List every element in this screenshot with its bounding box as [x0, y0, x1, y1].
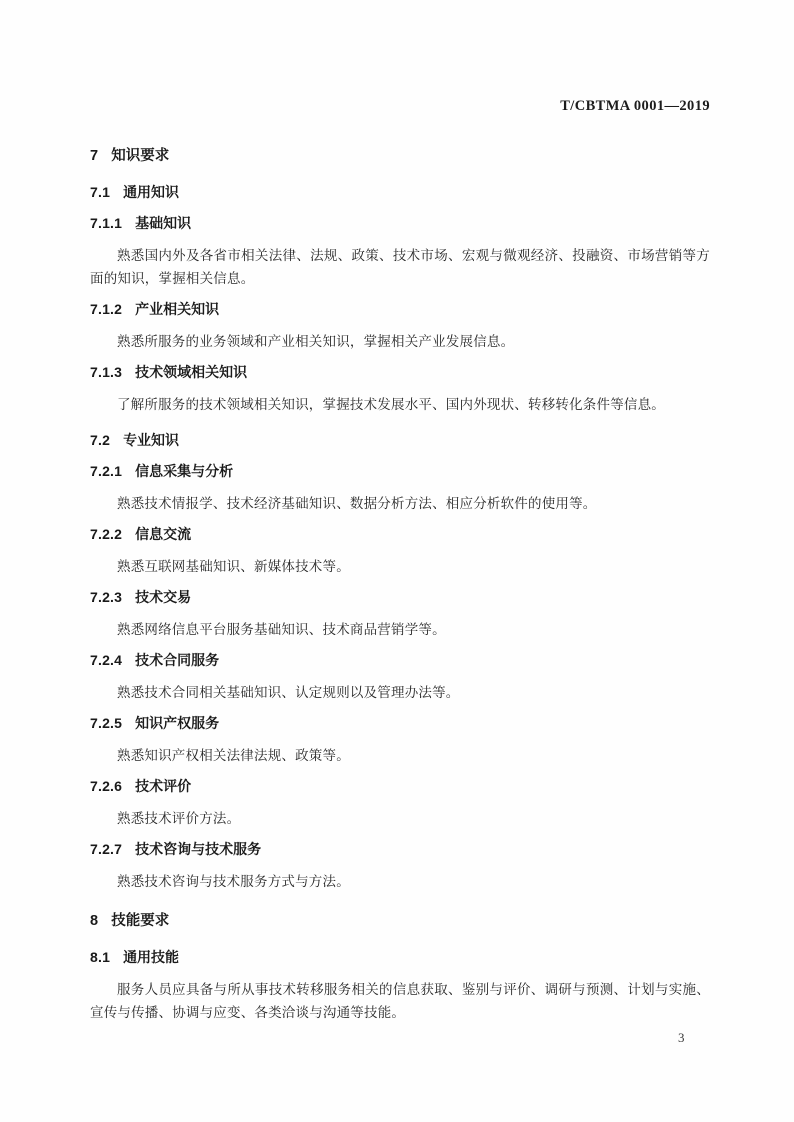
section-number: 7.2.4 — [90, 652, 123, 668]
section-heading-7-2-4 — [90, 649, 710, 672]
section-number: 7.2.7 — [90, 841, 123, 857]
section-title: 知识要求 — [111, 148, 170, 164]
section-title: 通用技能 — [123, 949, 180, 965]
section-title: 信息采集与分析 — [135, 463, 234, 479]
paragraph-7-2-3: 熟悉网络信息平台服务基础知识、技术商品营销学等。 — [117, 622, 446, 637]
section-number: 7.1.3 — [90, 364, 123, 380]
section-heading-7-1-1 — [90, 212, 710, 235]
section-number: 7.2.3 — [90, 589, 123, 605]
section-number: 7 — [90, 148, 99, 164]
paragraph-7-1-3: 了解所服务的技术领域相关知识，掌握技术发展水平、国内外现状、转移转化条件等信息。 — [117, 397, 665, 412]
section-number: 7.1.2 — [90, 301, 123, 317]
section-title: 通用知识 — [123, 184, 180, 200]
section-number: 7.2 — [90, 432, 111, 448]
section-heading-7-2-2 — [90, 523, 710, 546]
paragraph-7-2-6: 熟悉技术评价方法。 — [117, 811, 241, 826]
section-number: 7.1 — [90, 184, 111, 200]
section-number: 7.2.1 — [90, 463, 123, 479]
section-title: 技术合同服务 — [135, 652, 220, 668]
paragraph-7-1-2: 熟悉所服务的业务领域和产业相关知识，掌握相关产业发展信息。 — [117, 334, 515, 349]
section-heading-7-2 — [90, 429, 710, 452]
page-number: 3 — [678, 1030, 685, 1045]
section-number: 7.2.6 — [90, 778, 123, 794]
section-heading-8-1 — [90, 946, 710, 969]
section-heading-7-1-2 — [90, 298, 710, 321]
paragraph-7-1-1: 熟悉国内外及各省市相关法律、法规、政策、技术市场、宏观与微观经济、投融资、市场营销等方面的知识，掌握相关信息。 — [90, 248, 710, 286]
section-title: 技能要求 — [111, 913, 170, 929]
section-number: 8.1 — [90, 949, 111, 965]
paragraph-7-2-2: 熟悉互联网基础知识、新媒体技术等。 — [117, 559, 350, 574]
section-heading-7-2-1 — [90, 460, 710, 483]
section-heading-7-2-6 — [90, 775, 710, 798]
section-number: 8 — [90, 913, 99, 929]
section-title: 信息交流 — [135, 526, 192, 542]
paragraph-7-2-1: 熟悉技术情报学、技术经济基础知识、数据分析方法、相应分析软件的使用等。 — [117, 496, 597, 511]
section-title: 基础知识 — [135, 215, 192, 231]
section-title: 技术评价 — [135, 778, 192, 794]
section-title: 技术领域相关知识 — [135, 364, 248, 380]
paragraph-7-2-7: 熟悉技术咨询与技术服务方式与方法。 — [117, 874, 350, 889]
section-heading-7-2-3 — [90, 586, 710, 609]
section-title: 知识产权服务 — [135, 715, 220, 731]
paragraph-7-2-4: 熟悉技术合同相关基础知识、认定规则以及管理办法等。 — [117, 685, 460, 700]
standard-code-header: T/CBTMA 0001—2019 — [560, 98, 710, 114]
section-heading-7 — [90, 145, 710, 168]
section-number: 7.2.2 — [90, 526, 123, 542]
paragraph-8-1: 服务人员应具备与所从事技术转移服务相关的信息获取、鉴别与评价、调研与预测、计划与实施、宣传与传播、协调与应变、各类洽谈与沟通等技能。 — [90, 982, 710, 1020]
section-title: 技术交易 — [135, 589, 192, 605]
section-title: 技术咨询与技术服务 — [135, 841, 262, 857]
section-heading-7-1 — [90, 181, 710, 204]
paragraph-7-2-5: 熟悉知识产权相关法律法规、政策等。 — [117, 748, 350, 763]
section-title: 专业知识 — [123, 432, 180, 448]
section-title: 产业相关知识 — [135, 301, 220, 317]
section-heading-7-2-5 — [90, 712, 710, 735]
section-number: 7.2.5 — [90, 715, 123, 731]
section-heading-7-1-3 — [90, 361, 710, 384]
section-heading-8 — [90, 910, 710, 933]
section-heading-7-2-7 — [90, 838, 710, 861]
section-number: 7.1.1 — [90, 215, 123, 231]
